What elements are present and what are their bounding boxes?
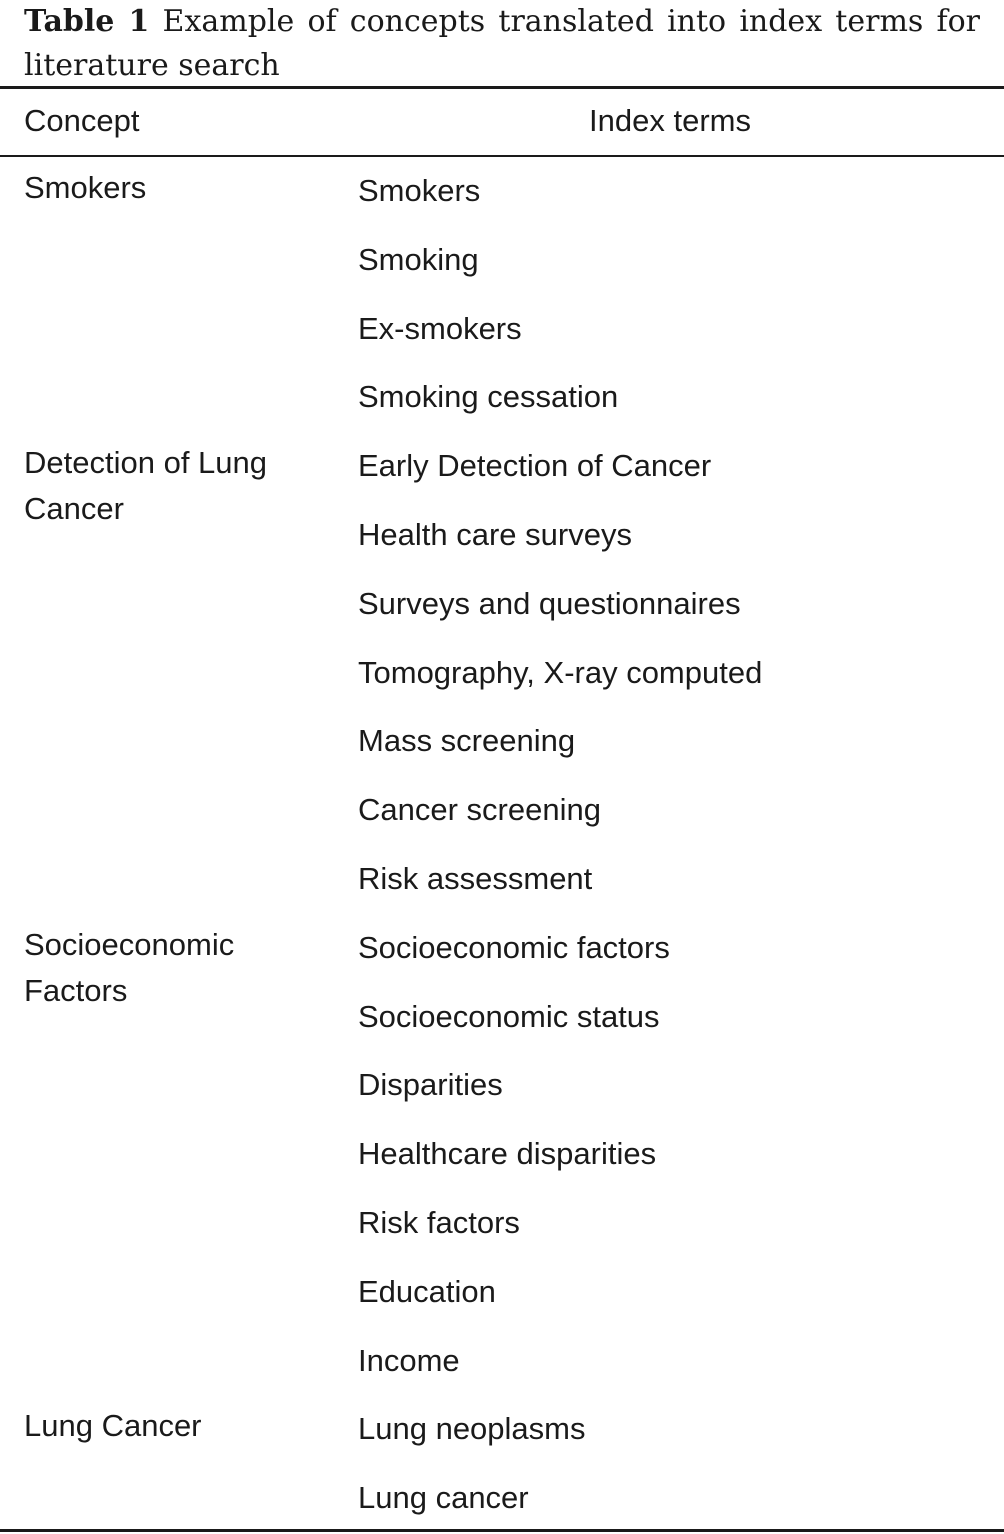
table-row-group bbox=[0, 1395, 1004, 1533]
table-caption bbox=[24, 0, 980, 88]
concept-cell: Lung Cancer bbox=[24, 1408, 202, 1444]
index-term: Risk factors bbox=[358, 1204, 520, 1240]
index-term: Lung neoplasms bbox=[358, 1411, 586, 1447]
index-term: Surveys and questionnaires bbox=[358, 585, 741, 621]
table-caption-label: Table 1 bbox=[24, 4, 150, 39]
index-term: Early Detection of Cancer bbox=[358, 448, 712, 484]
table-caption-text: Example of concepts translated into index terms for literature search bbox=[24, 4, 981, 83]
index-term: Risk assessment bbox=[358, 860, 593, 896]
index-terms-cell bbox=[358, 914, 1004, 1396]
index-term: Income bbox=[358, 1342, 460, 1378]
concept-cell: Detection of Lung Cancer bbox=[24, 445, 268, 527]
index-term: Lung cancer bbox=[358, 1480, 529, 1516]
index-term: Healthcare disparities bbox=[358, 1136, 657, 1172]
concept-cell: Socioeconomic Factors bbox=[24, 926, 235, 1008]
index-term: Disparities bbox=[358, 1067, 503, 1103]
table-body bbox=[0, 157, 1004, 1533]
index-term: Mass screening bbox=[358, 723, 576, 759]
table-header-row bbox=[0, 89, 1004, 155]
index-terms-cell bbox=[358, 1395, 1004, 1533]
index-term: Smoking bbox=[358, 241, 479, 277]
index-term: Tomography, X-ray computed bbox=[358, 654, 763, 690]
index-term: Cancer screening bbox=[358, 792, 601, 828]
table-row-group bbox=[0, 914, 1004, 1396]
index-term: Ex-smokers bbox=[358, 310, 522, 346]
table-row-group bbox=[0, 432, 1004, 914]
table-row-group bbox=[0, 157, 1004, 432]
index-term: Smokers bbox=[358, 173, 481, 208]
concept-cell: Smokers bbox=[24, 170, 147, 205]
index-term: Socioeconomic status bbox=[358, 998, 660, 1034]
index-terms-cell bbox=[358, 157, 1004, 432]
column-header-index-terms: Index terms bbox=[589, 103, 751, 138]
index-term: Socioeconomic factors bbox=[358, 929, 670, 965]
column-header-concept: Concept bbox=[24, 103, 140, 138]
index-terms-cell bbox=[358, 432, 1004, 914]
index-term: Education bbox=[358, 1273, 496, 1309]
table-bottom-rule bbox=[0, 1529, 1004, 1532]
index-term: Smoking cessation bbox=[358, 379, 619, 415]
index-term: Health care surveys bbox=[358, 516, 632, 552]
